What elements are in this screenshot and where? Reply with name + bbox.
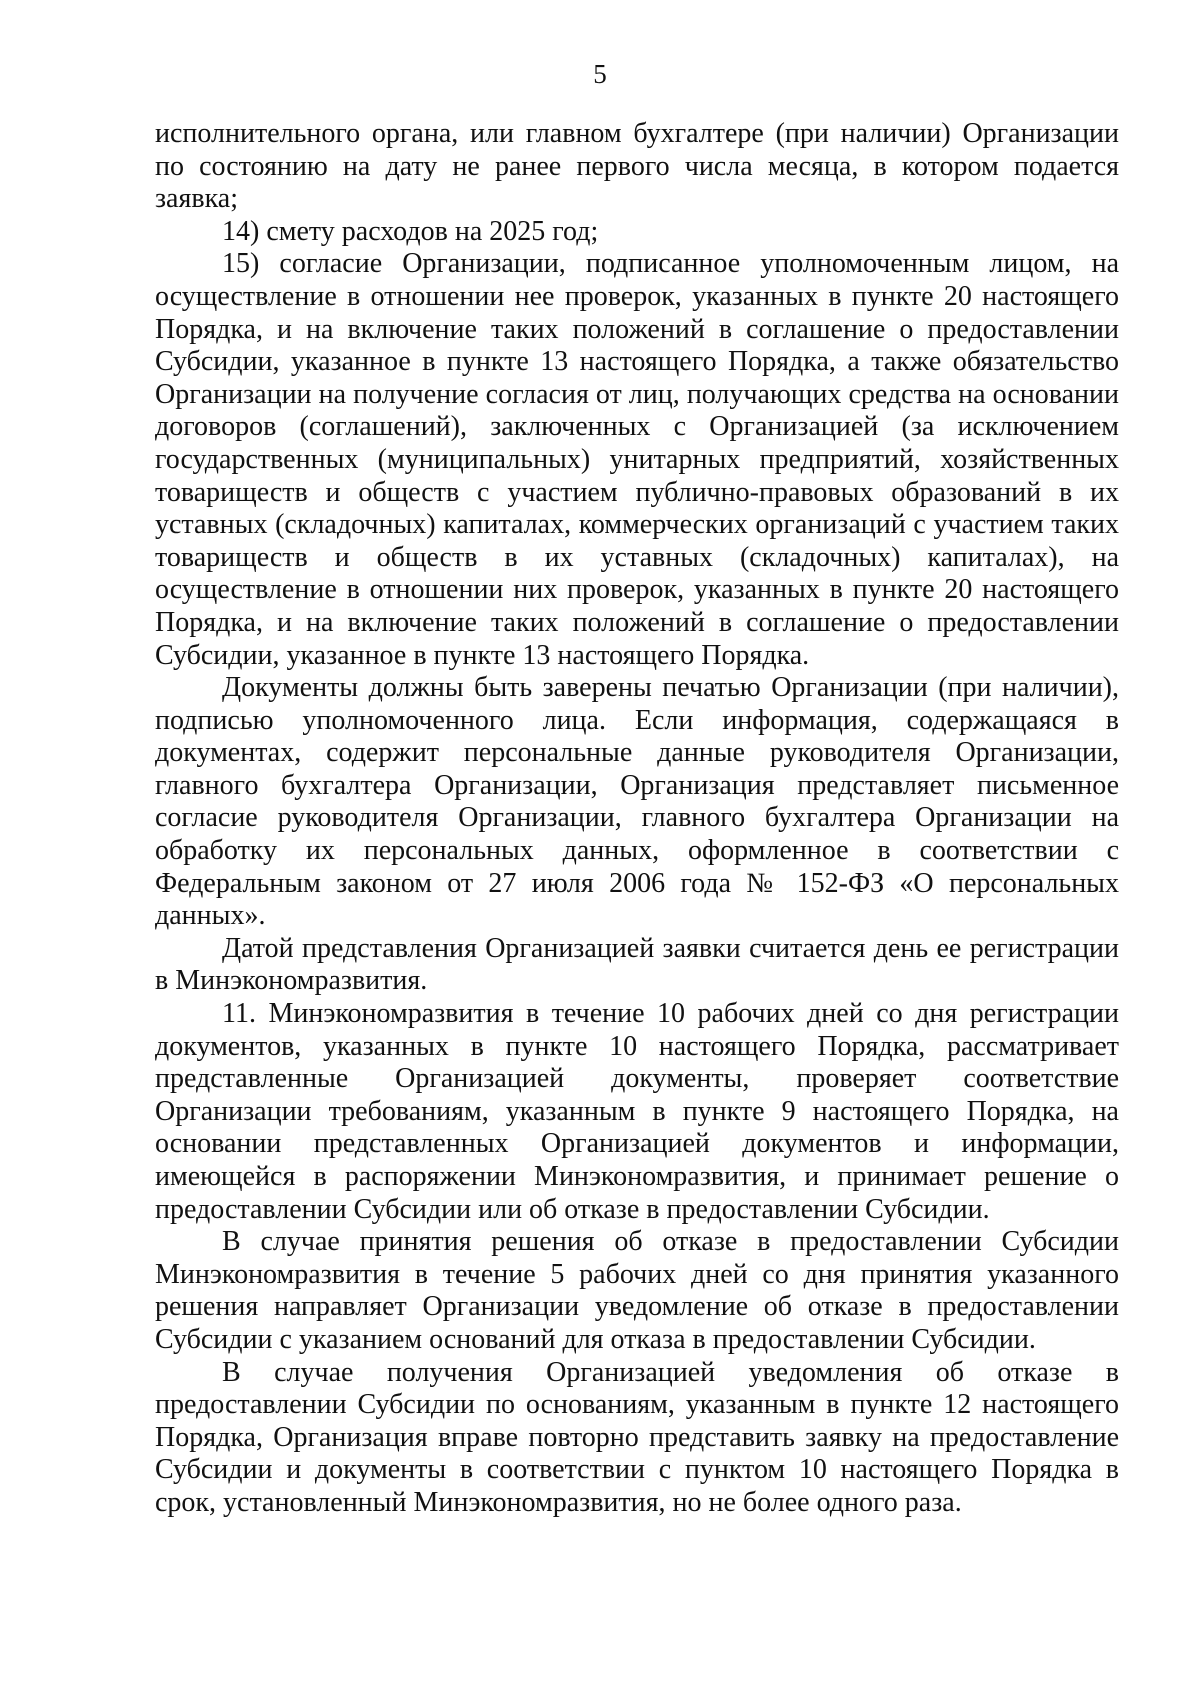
document-body: [155, 118, 1119, 1520]
paragraph-resubmission: В случае получения Организацией уведомления об отказе в предоставлении Субсидии по основаниям, указанным в пункте 12 настоящего Порядка, Организация вправе повторно представить заявку на предоставление Субсидии и документы в соответствии с пунктом 10 настоящего Порядка в срок, установленный Минэкономразвития, но не более одного раза.: [155, 1356, 1119, 1518]
paragraph-clause-11: 11. Минэкономразвития в течение 10 рабочих дней со дня регистрации документов, указанных в пункте 10 настоящего Порядка, рассматривает представленные Организацией документы, проверяет соответствие Организации требованиям, указанным в пункте 9 настоящего Порядка, на основании представленных Организацией документов и информации, имеющейся в распоряжении Минэкономразвития, и принимает решение о предоставлении Субсидии или об отказе в предоставлении Субсидии.: [155, 998, 1119, 1225]
paragraph-submission-date: Датой представления Организацией заявки считается день ее регистрации в Минэкономразвития.: [155, 932, 1119, 997]
paragraph-documents-certification: Документы должны быть заверены печатью Организации (при наличии), подписью уполномоченного лица. Если информация, содержащаяся в документах, содержит персональные данные руководителя Организации, главного бухгалтера Организации, Организация представляет письменное согласие руководителя Организации, главного бухгалтера Организации на обработку их персональных данных, оформленное в соответствии с Федеральным законом от 27 июля 2006 года № 152-ФЗ «О персональных данных».: [155, 672, 1119, 932]
paragraph-item-14: 14) смету расходов на 2025 год;: [222, 215, 599, 247]
page-number: 5: [593, 59, 607, 89]
paragraph-item-15: 15) согласие Организации, подписанное уполномоченным лицом, на осуществление в отношении нее проверок, указанных в пункте 20 настоящего Порядка, и на включение таких положений в соглашение о предоставлении Субсидии, указанное в пункте 13 настоящего Порядка, а также обязательство Организации на получение согласия от лиц, получающих средства на основании договоров (соглашений), заключенных с Организацией (за исключением государственных (муниципальных) унитарных предприятий, хозяйственных товариществ и обществ с участием публично-правовых образований в их уставных (складочных) капиталах, коммерческих организаций с участием таких товариществ и обществ в их уставных (складочных) капиталах), на осуществление в отношении них проверок, указанных в пункте 20 настоящего Порядка, и на включение таких положений в соглашение о предоставлении Субсидии, указанное в пункте 13 настоящего Порядка.: [155, 248, 1119, 671]
paragraph-continuation: исполнительного органа, или главном бухгалтере (при наличии) Организации по состоянию на дату не ранее первого числа месяца, в котором подается заявка;: [155, 118, 1119, 215]
paragraph-refusal-notice: В случае принятия решения об отказе в предоставлении Субсидии Минэкономразвития в течение 5 рабочих дней со дня принятия указанного решения направляет Организации уведомление об отказе в предоставлении Субсидии с указанием оснований для отказа в предоставлении Субсидии.: [155, 1226, 1119, 1355]
